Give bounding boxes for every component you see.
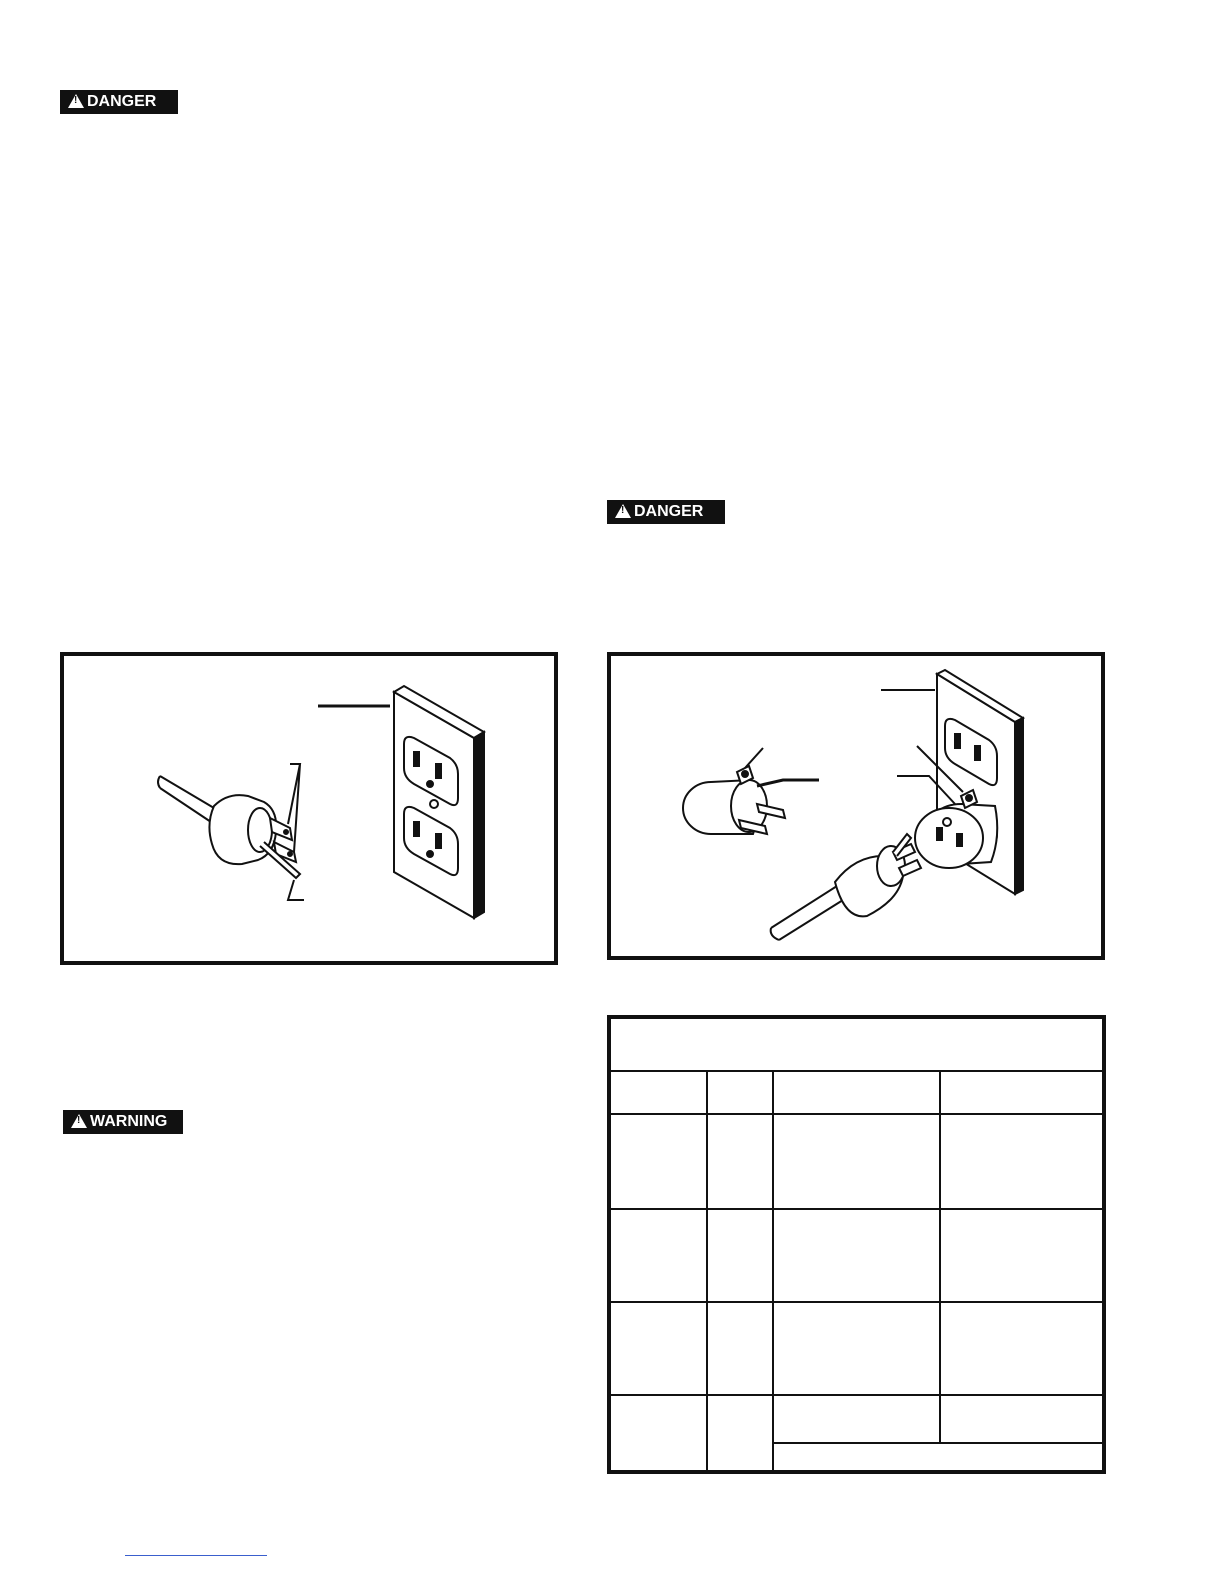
warning-triangle-icon xyxy=(615,504,631,518)
grounded-outlet-figure xyxy=(60,652,558,965)
danger-badge-label: DANGER xyxy=(634,503,704,520)
adapter-outlet-figure xyxy=(607,652,1105,960)
danger-badge xyxy=(607,500,725,524)
grounded-plug-icon xyxy=(771,834,921,940)
warning-triangle-icon xyxy=(68,94,84,108)
extension-cord-table xyxy=(607,1015,1106,1474)
outlet-with-adapter-icon xyxy=(915,670,1023,894)
grounded-plug-icon xyxy=(158,776,300,878)
grounding-adapter-icon xyxy=(683,766,785,834)
warning-badge-label: WARNING xyxy=(90,1113,168,1130)
warning-badge xyxy=(63,1110,183,1134)
warning-triangle-icon xyxy=(71,1114,87,1128)
footer-link-underline[interactable] xyxy=(125,1555,267,1556)
duplex-outlet-icon xyxy=(394,686,484,918)
danger-badge xyxy=(60,90,178,114)
danger-badge-label: DANGER xyxy=(87,93,157,110)
